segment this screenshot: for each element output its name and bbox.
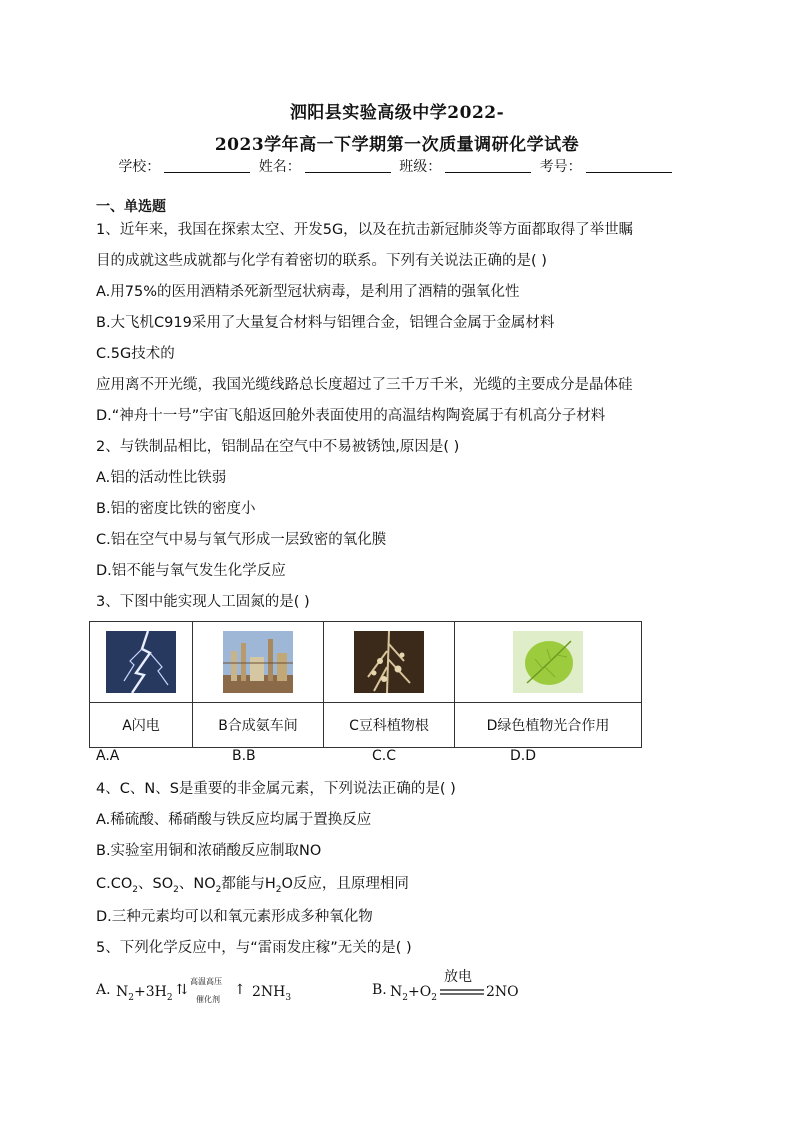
q5-option-b-label: B. [372, 982, 387, 998]
lightning-image [106, 631, 176, 693]
q1-option-c-line2: 应用离不开光缆，我国光缆线路总长度超过了三千万千米，光缆的主要成分是晶体硅 [96, 377, 633, 393]
school-blank[interactable] [164, 158, 250, 173]
class-label: 班级： [399, 159, 442, 175]
legume-root-image [354, 631, 424, 693]
student-info-row [0, 156, 794, 176]
q2-option-b: B.铝的密度比铁的密度小 [96, 501, 256, 517]
lightning-image-cell [90, 622, 193, 703]
exam-number-blank[interactable] [586, 158, 672, 173]
q2-option-a: A.铝的活动性比铁弱 [96, 470, 227, 486]
q3-option-a: A.A [96, 748, 120, 764]
q3-option-c: C.C [372, 748, 397, 764]
leaf-image-cell [455, 622, 642, 703]
up-arrow-icon: ↑ [234, 982, 246, 998]
q5-option-a-label: A. [96, 982, 111, 998]
label-legume-root: C豆科植物根 [324, 703, 455, 748]
name-blank[interactable] [305, 158, 391, 173]
q5-b-condition: 放电 [444, 969, 472, 985]
q2-option-d: D.铝不能与氧气发生化学反应 [96, 563, 286, 579]
q2-option-c: C.铝在空气中易与氧气形成一层致密的氧化膜 [96, 532, 387, 548]
q1-stem-line2: 目的成就这些成就都与化学有着密切的联系。下列有关说法正确的是( ) [96, 253, 547, 269]
q4-option-d: D.三种元素均可以和氧元素形成多种氧化物 [96, 909, 373, 925]
q3-option-b: B.B [232, 748, 256, 764]
q5-option-a-right: $2NH_3$ [252, 984, 292, 1003]
school-label: 学校： [118, 159, 161, 175]
q5-option-b-left: $N_2+O_2$ [390, 984, 437, 1003]
exam-title-line2: 2023学年高一下学期第一次质量调研化学试卷 [214, 135, 580, 155]
label-photosynthesis: D绿色植物光合作用 [455, 703, 642, 748]
name-label: 姓名： [258, 159, 301, 175]
q1-option-d: D.“神舟十一号”宇宙飞船返回舱外表面使用的高温结构陶瓷属于有机高分子材料 [96, 408, 606, 424]
equals-arrow-icon [440, 988, 484, 996]
q5-a-condition-top: 高温高压 [190, 977, 222, 986]
q1-option-c-line1: C.5G技术的 [96, 346, 175, 362]
label-ammonia-plant: B合成氨车间 [193, 703, 324, 748]
q5-options [96, 966, 696, 1006]
q5-a-condition-bottom: 催化剂 [196, 995, 220, 1004]
ammonia-plant-image-cell [193, 622, 324, 703]
q5-option-a-left: $N_2+3H_2$ [116, 984, 173, 1003]
section-heading: 一、单选题 [96, 199, 166, 215]
q1-option-b: B.大飞机C919采用了大量复合材料与铝锂合金，铝锂合金属于金属材料 [96, 315, 555, 331]
q4-option-c: $C.CO_2$、$SO_2$、$NO_2$都能与$H_2O$反应，且原理相同 [96, 876, 409, 895]
q4-stem: 4、C、N、S是重要的非金属元素，下列说法正确的是( ) [96, 781, 456, 797]
q1-option-a: A.用75%的医用酒精杀死新型冠状病毒，是利用了酒精的强氧化性 [96, 284, 520, 300]
q5-stem: 5、下列化学反应中，与“雷雨发庄稼”无关的是( ) [96, 940, 412, 956]
exam-number-label: 考号： [539, 159, 582, 175]
class-blank[interactable] [445, 158, 531, 173]
q5-option-b-right: 2NO [486, 984, 519, 1000]
exam-title-line1: 泗阳县实验高级中学2022- [289, 103, 505, 123]
q4-option-a: A.稀硫酸、稀硝酸与铁反应均属于置换反应 [96, 812, 372, 828]
label-lightning: A闪电 [90, 703, 193, 748]
q2-stem: 2、与铁制品相比，铝制品在空气中不易被锈蚀,原因是( ) [96, 439, 460, 455]
q1-stem-line1: 1、近年来，我国在探索太空、开发5G，以及在抗击新冠肺炎等方面都取得了举世瞩 [96, 222, 634, 238]
legume-root-image-cell [324, 622, 455, 703]
ammonia-plant-image [223, 631, 293, 693]
q4-option-b: B.实验室用铜和浓硝酸反应制取NO [96, 843, 322, 859]
q3-stem: 3、下图中能实现人工固氮的是( ) [96, 594, 310, 610]
q3-figure-table [89, 621, 642, 748]
reversible-arrow-left-icon: ⇅ [176, 982, 188, 998]
leaf-image [513, 631, 583, 693]
q3-option-d: D.D [510, 748, 537, 764]
